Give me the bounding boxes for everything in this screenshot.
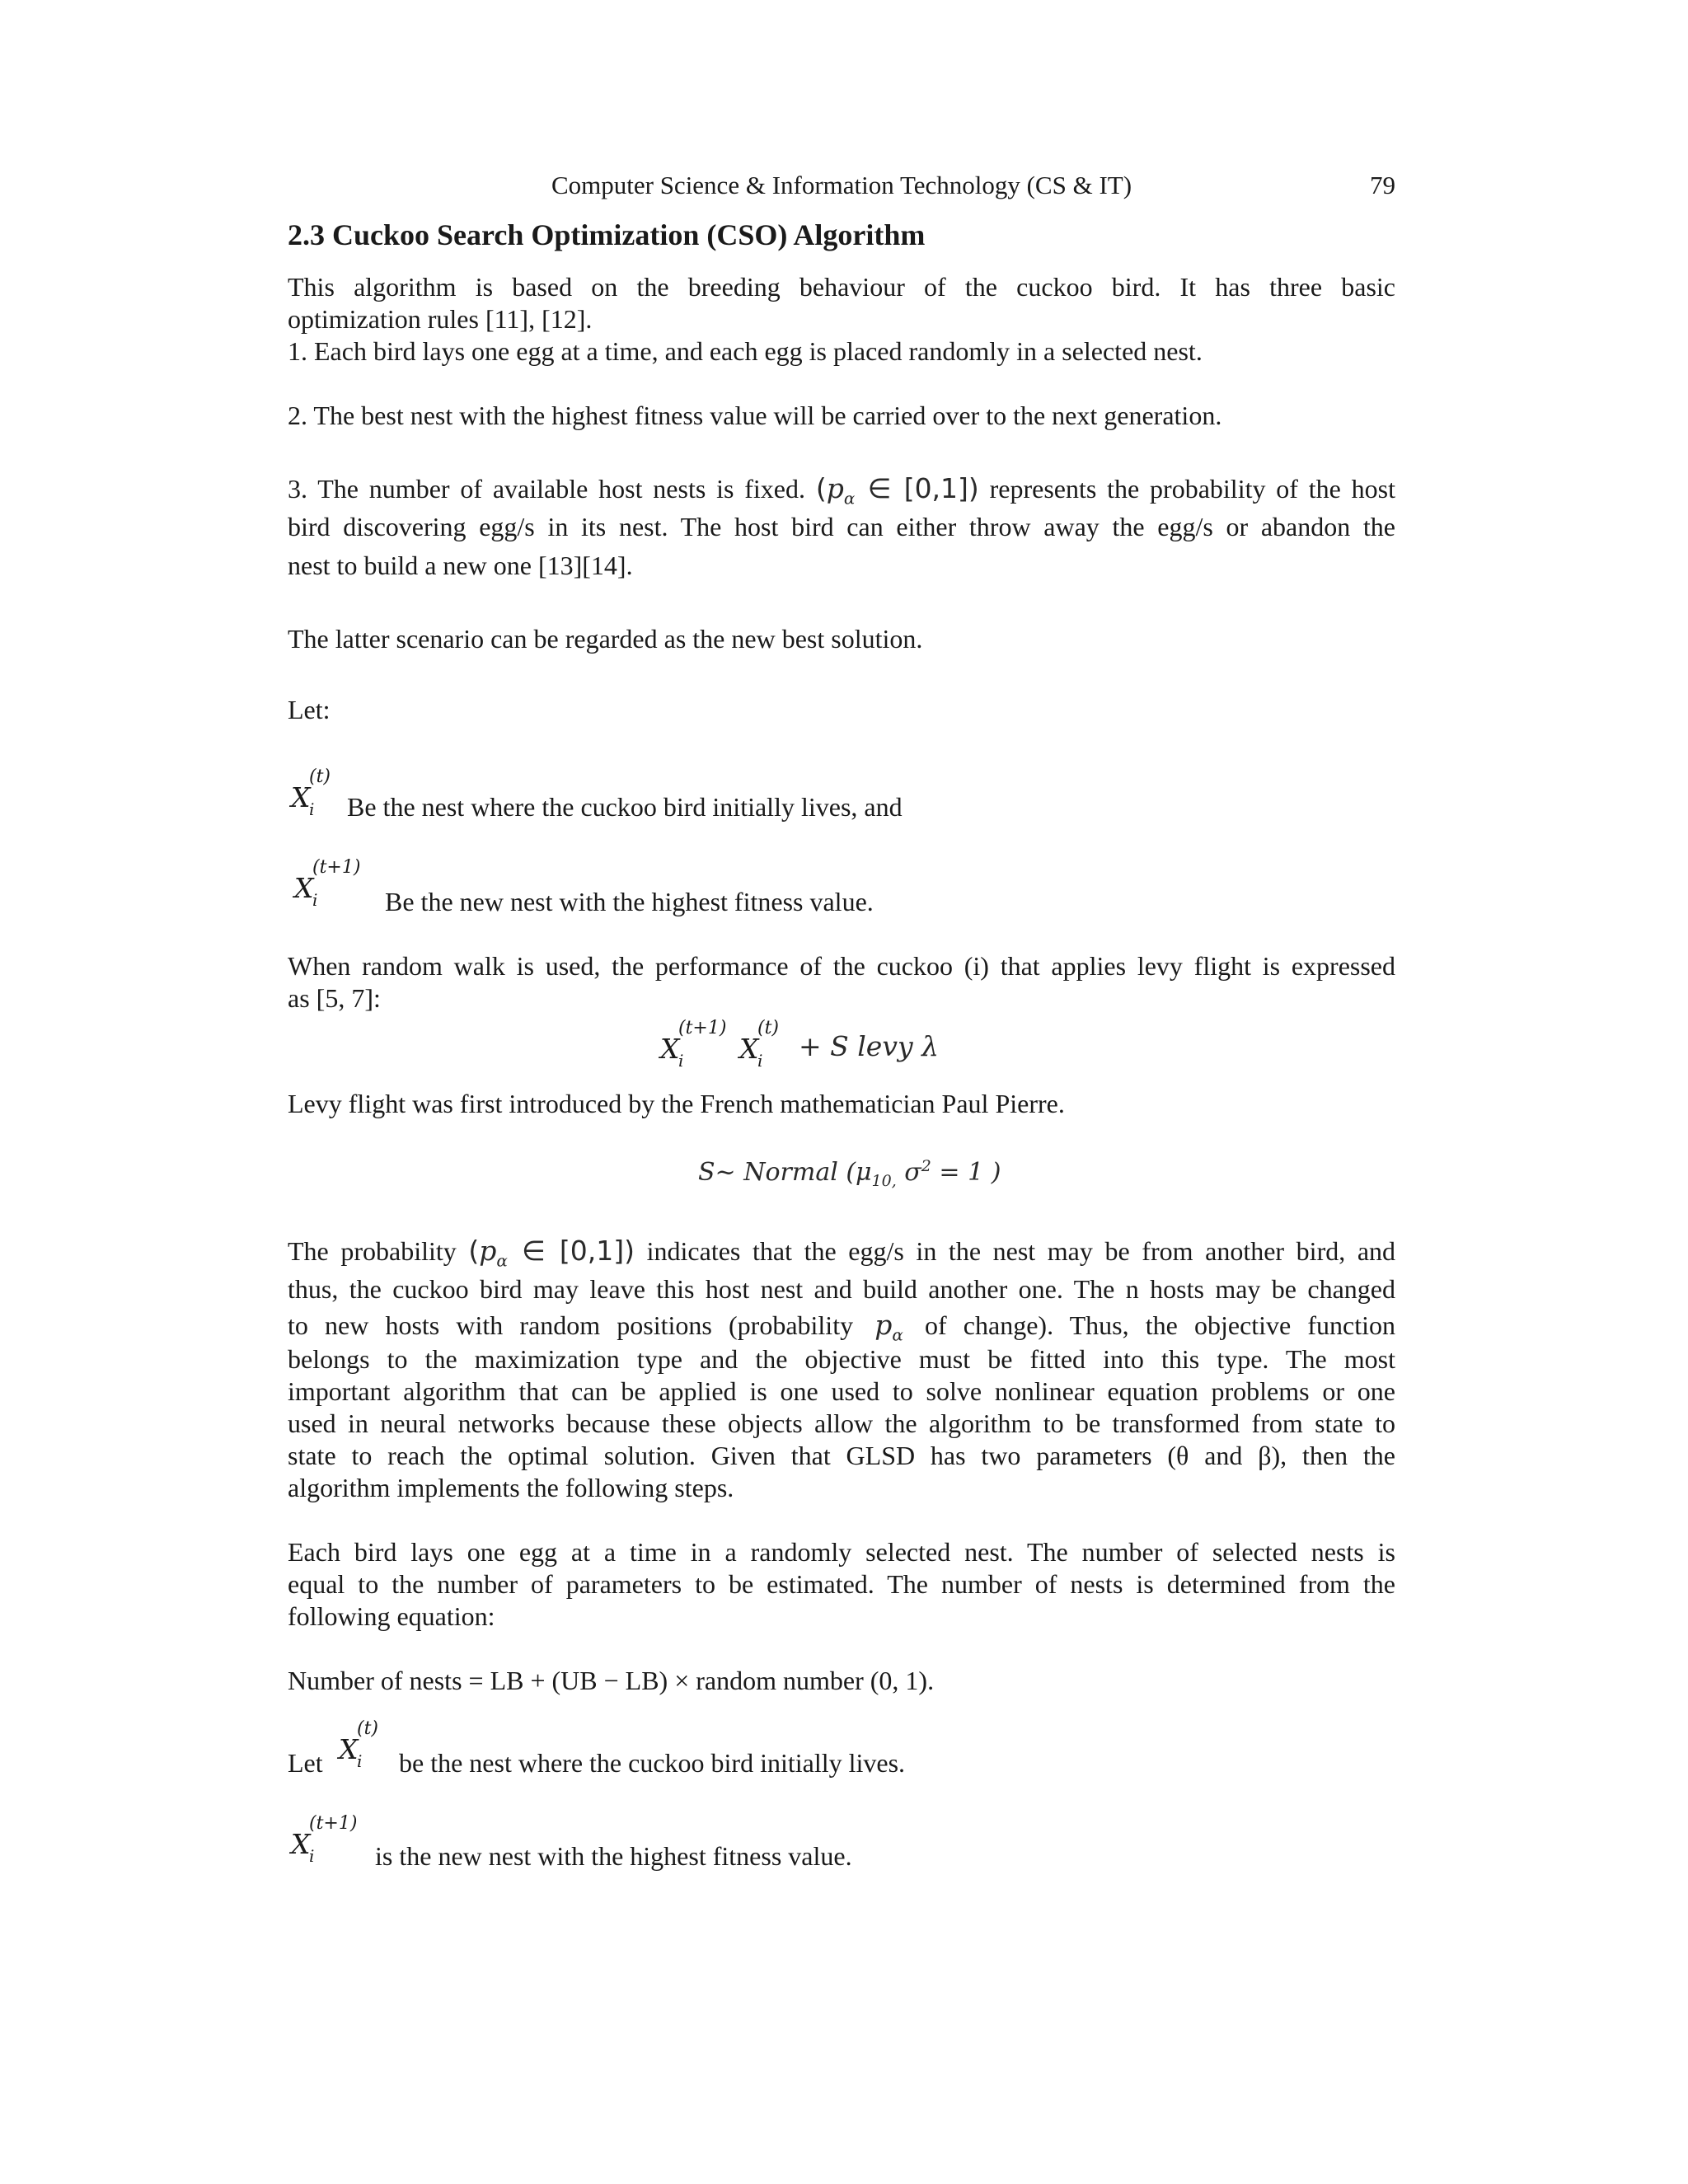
rule-1: 1. Each bird lays one egg at a time, and each egg is placed randomly in a selected nest. [288, 336, 1203, 366]
normal-equation: S~ Normal ($\mu_{10,}$ $\sigma^2 = 1$ ) [698, 1157, 1001, 1190]
prob-line-1: The probability ($p_\alpha$ ∈ [0,1]) indicates that the egg/s in the nest may be from another bird, and [288, 1235, 1396, 1271]
intro-line-1: This algorithm is based on the breeding behaviour of the cuckoo bird. It has three basic [288, 272, 1395, 302]
prob-line-6: used in neural networks because these objects allow the algorithm to be transformed from state to [288, 1408, 1395, 1438]
let-2-label: Let [288, 1748, 323, 1778]
prob-line-4: belongs to the maximization type and the objective must be fitted into this type. The most [288, 1344, 1395, 1374]
rule-3-line-2: bird discovering egg/s in its nest. The host bird can either throw away the egg/s or abandon the [288, 512, 1395, 541]
let-label: Let: [288, 695, 331, 724]
each-bird-line-1: Each bird lays one egg at a time in a randomly selected nest. The number of selected nests is [288, 1537, 1395, 1567]
rule-3-text-b: represents the probability of the host [989, 474, 1395, 504]
each-bird-line-2: equal to the number of parameters to be estimated. The number of nests is determined from the [288, 1569, 1395, 1599]
prob-line-2: thus, the cuckoo bird may leave this host nest and build another one. The n hosts may be changed [288, 1274, 1395, 1304]
levy-intro: Levy flight was first introduced by the French mathematician Paul Pierre. [288, 1089, 1065, 1118]
prob-line-5: important algorithm that can be applied is one used to solve nonlinear equation problems or one [288, 1376, 1395, 1406]
p-alpha-symbol: $p_\alpha$ [874, 1309, 903, 1345]
final-definition: is the new nest with the highest fitness value. [375, 1841, 852, 1871]
each-bird-line-3: following equation: [288, 1601, 495, 1631]
x-i-t1-symbol-2: X (t+1) i [291, 1813, 358, 1866]
running-title: Computer Science & Information Technology (CS & IT) [551, 171, 1132, 199]
rule-2: 2. The best nest with the highest fitness value will be carried over to the next generation. [288, 401, 1222, 430]
page-number: 79 [1370, 171, 1395, 199]
section-title: 2.3 Cuckoo Search Optimization (CSO) Algorithm [288, 218, 926, 251]
definition-2: Be the new nest with the highest fitness value. [385, 887, 874, 916]
random-walk-line-2: as [5, 7]: [288, 983, 381, 1013]
p-alpha-range-symbol: ($p_\alpha$ ∈ [0,1]) [815, 472, 979, 509]
paper-page [288, 0, 1395, 2184]
definition-1: Be the nest where the cuckoo bird initially lives, and [347, 792, 903, 822]
prob-line-3: to new hosts with random positions (probability $p_\alpha$ of change). Thus, the objective function [288, 1309, 1396, 1345]
prob-line-8: algorithm implements the following steps. [288, 1473, 734, 1502]
prob-line-7: state to reach the optimal solution. Given that GLSD has two parameters (θ and β), then the [288, 1441, 1395, 1470]
random-walk-line-1: When random walk is used, the performance of the cuckoo (i) that applies levy flight is expressed [288, 951, 1395, 981]
x-i-t-symbol-2: X (t) i [339, 1718, 379, 1771]
x-i-t-symbol: X (t) i [291, 766, 331, 819]
levy-term: + S levy λ [799, 1029, 940, 1062]
let-2-text: be the nest where the cuckoo bird initially lives. [399, 1748, 906, 1778]
nests-equation: Number of nests = LB + (UB − LB) × random number (0, 1). [288, 1666, 935, 1695]
rule-3-line-3: nest to build a new one [13][14]. [288, 551, 633, 580]
p-alpha-range-symbol-2: ($p_\alpha$ ∈ [0,1]) [468, 1235, 635, 1271]
latter-scenario: The latter scenario can be regarded as the new best solution. [288, 624, 923, 654]
rule-3-text-a: 3. The number of available host nests is fixed. [288, 474, 805, 504]
rule-3-line-1 [288, 472, 1395, 515]
levy-equation: X (t+1) i X (t) i + S levy λ [660, 1018, 940, 1071]
x-i-t1-symbol: X (t+1) i [294, 857, 361, 910]
intro-line-2: optimization rules [11], [12]. [288, 304, 593, 334]
